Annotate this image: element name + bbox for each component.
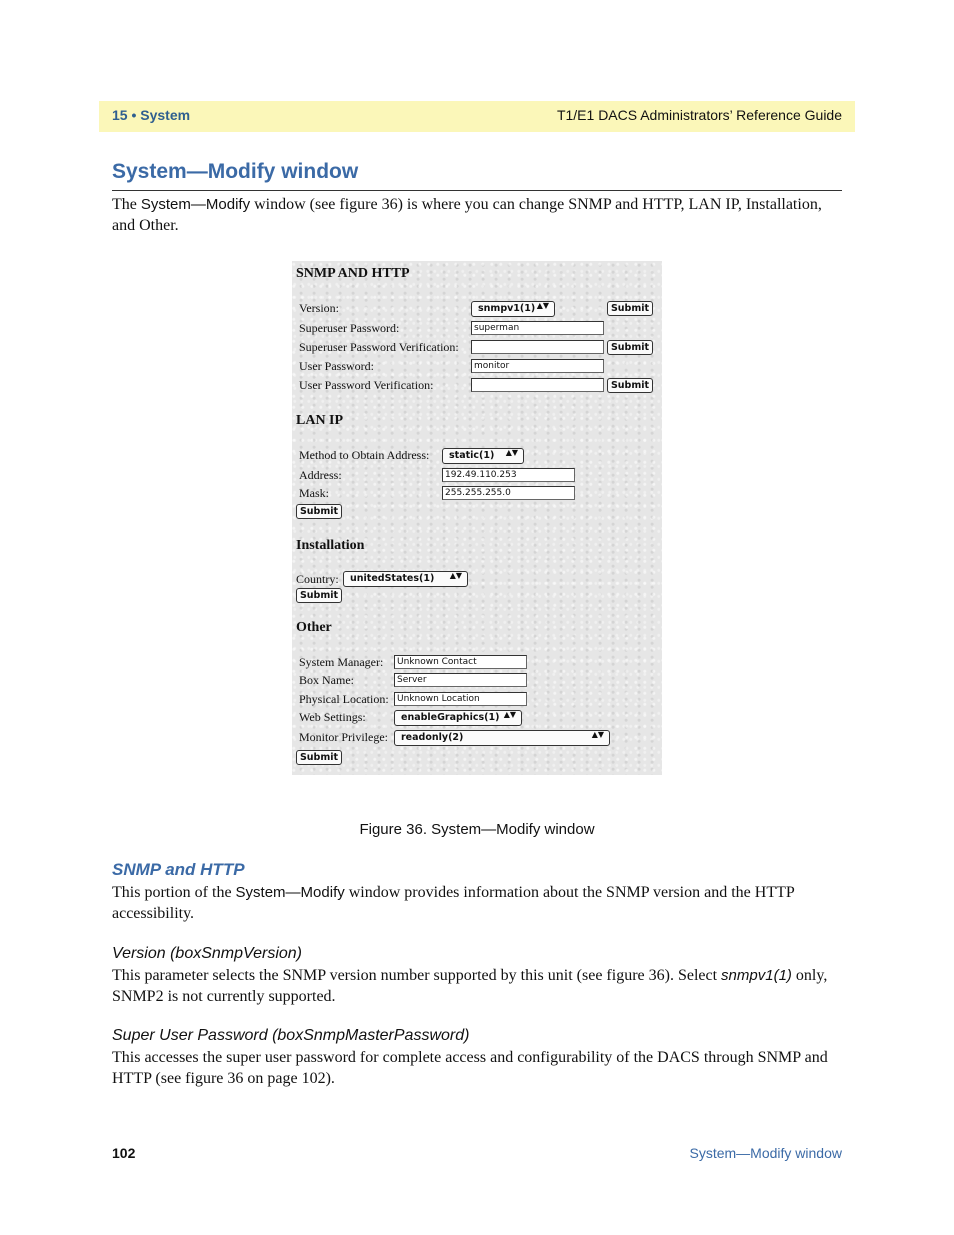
monitor-privilege-select-value: readonly(2)	[401, 732, 464, 743]
superuser-verify-label: Superuser Password Verification:	[299, 340, 459, 354]
box-name-label: Box Name:	[299, 673, 354, 687]
method-select[interactable]	[442, 448, 524, 464]
version-label: Version:	[299, 301, 339, 315]
installation-heading: Installation	[296, 538, 365, 553]
superuser-verify-field[interactable]	[471, 340, 604, 354]
footer-section-name: System—Modify window	[689, 1145, 842, 1161]
user-verify-field[interactable]	[471, 378, 604, 392]
box-name-field[interactable]: Server	[394, 673, 527, 687]
select-arrows-icon: ▲▼	[503, 710, 516, 719]
other-submit-button[interactable]: Submit	[296, 750, 342, 765]
snmp-heading: SNMP AND HTTP	[296, 266, 410, 281]
snmp-text-2: window provides information about the SNMP version and the HTTP accessibility.	[112, 884, 795, 922]
monitor-privilege-select[interactable]	[394, 730, 610, 746]
user-verify-label: User Password Verification:	[299, 378, 434, 392]
version-paragraph	[112, 966, 842, 1007]
intro-term: System—Modify	[140, 196, 251, 213]
superuser-submit-button[interactable]: Submit	[607, 340, 653, 355]
version-term: snmpv1(1)	[721, 967, 792, 984]
user-submit-button[interactable]: Submit	[607, 378, 653, 393]
superuser-password-label: Superuser Password:	[299, 321, 400, 335]
intro-text-1: The	[112, 196, 141, 213]
snmp-http-title: SNMP and HTTP	[112, 860, 245, 879]
system-modify-figure	[292, 261, 662, 775]
lan-submit-button[interactable]: Submit	[296, 504, 342, 519]
other-heading: Other	[296, 620, 332, 635]
title-rule	[112, 190, 842, 191]
superuser-password-field[interactable]: superman	[471, 321, 604, 335]
select-arrows-icon: ▲▼	[591, 730, 604, 739]
country-select[interactable]	[343, 571, 468, 587]
snmp-text-1: This portion of the	[112, 884, 236, 901]
web-settings-select-value: enableGraphics(1)	[401, 712, 500, 723]
superuser-param-title: Super User Password (boxSnmpMasterPassword)	[112, 1027, 470, 1044]
running-header	[99, 101, 855, 132]
physical-location-label: Physical Location:	[299, 692, 389, 706]
country-select-value: unitedStates(1)	[350, 573, 435, 584]
monitor-privilege-label: Monitor Privilege:	[299, 730, 388, 744]
method-select-value: static(1)	[449, 450, 495, 461]
select-arrows-icon: ▲▼	[536, 301, 549, 310]
chapter-label: 15 • System	[112, 107, 191, 123]
address-label: Address:	[299, 468, 342, 482]
select-arrows-icon: ▲▼	[449, 571, 462, 580]
section-title: System—Modify window	[112, 160, 359, 183]
method-label: Method to Obtain Address:	[299, 448, 430, 462]
system-manager-field[interactable]: Unknown Contact	[394, 655, 527, 669]
address-field[interactable]: 192.49.110.253	[442, 468, 575, 482]
version-select-value: snmpv1(1)	[478, 303, 536, 314]
version-text-2: only, SNMP2 is not currently supported.	[112, 967, 828, 1005]
web-settings-label: Web Settings:	[299, 710, 366, 724]
web-settings-select[interactable]	[394, 710, 522, 726]
version-submit-button[interactable]: Submit	[607, 301, 653, 316]
page-number: 102	[112, 1145, 136, 1161]
physical-location-field[interactable]: Unknown Location	[394, 692, 527, 706]
guide-title: T1/E1 DACS Administrators’ Reference Guide	[556, 107, 842, 123]
intro-paragraph	[112, 195, 842, 236]
user-password-field[interactable]: monitor	[471, 359, 604, 373]
version-select[interactable]	[471, 301, 555, 317]
system-manager-label: System Manager:	[299, 655, 384, 669]
snmp-term: System—Modify	[235, 884, 345, 901]
installation-submit-button[interactable]: Submit	[296, 588, 342, 603]
intro-text-2: window (see figure 36) is where you can change SNMP and HTTP, LAN IP, Installation, and Other.	[112, 196, 822, 234]
superuser-paragraph: This accesses the super user password for complete access and configurability of the DACS through SNMP and HTTP (see figure 36 on page 102).	[112, 1049, 828, 1087]
figure-caption: Figure 36. System—Modify window	[359, 821, 595, 838]
mask-label: Mask:	[299, 486, 329, 500]
select-arrows-icon: ▲▼	[505, 448, 518, 457]
user-password-label: User Password:	[299, 359, 374, 373]
version-text-1: This parameter selects the SNMP version number supported by this unit (see figure 36). Select	[112, 967, 722, 984]
version-param-title: Version (boxSnmpVersion)	[112, 945, 303, 962]
mask-field[interactable]: 255.255.255.0	[442, 486, 575, 500]
lan-ip-heading: LAN IP	[296, 413, 344, 428]
snmp-http-paragraph	[112, 883, 842, 924]
country-label: Country:	[296, 572, 339, 586]
